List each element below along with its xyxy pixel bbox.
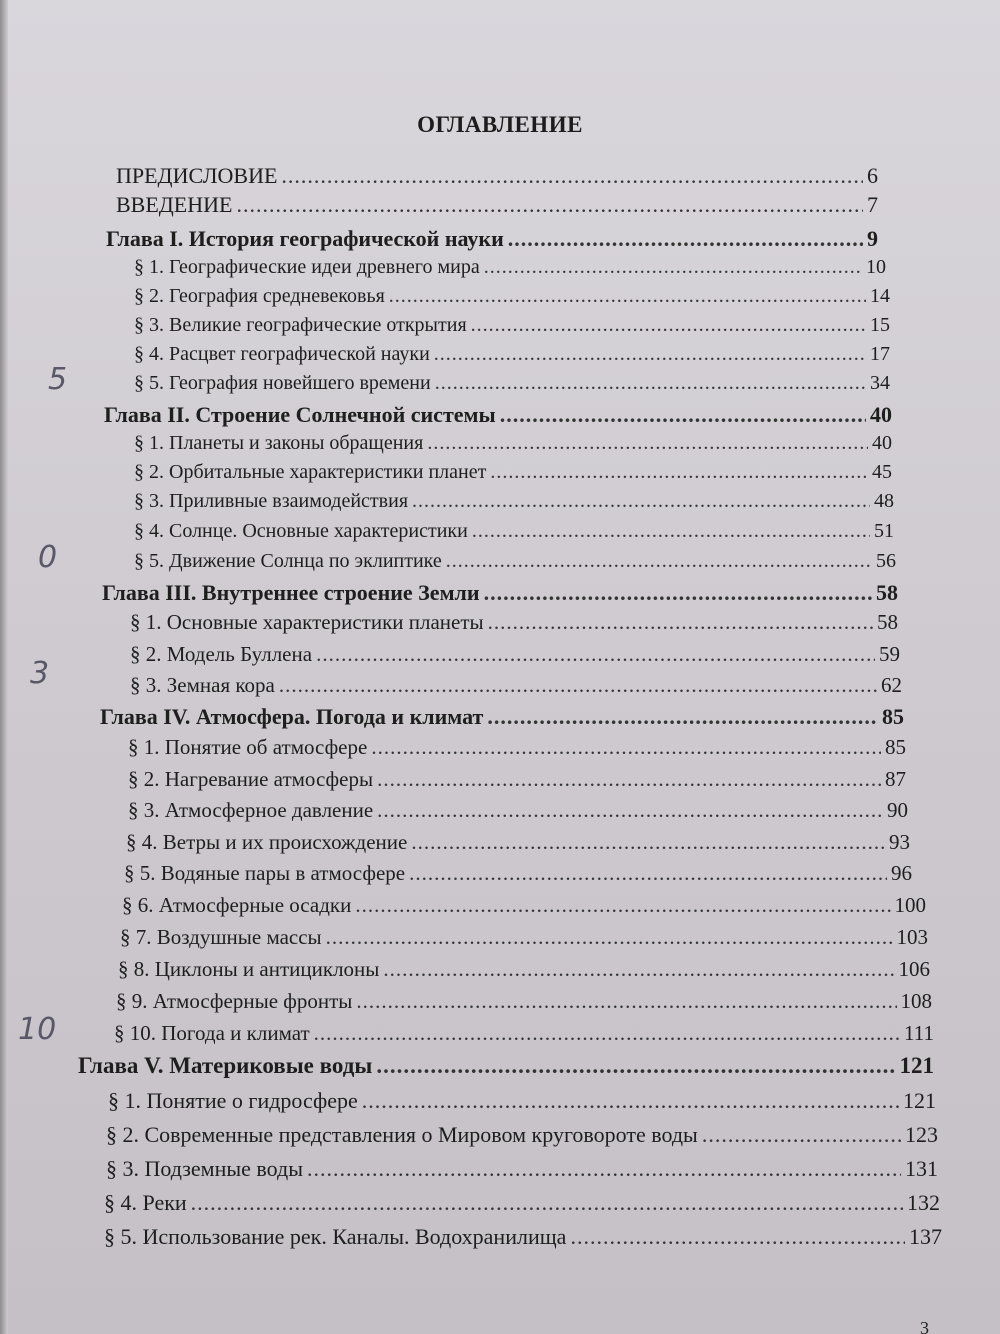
toc-entry-label: Глава V. Материковые воды [78, 1053, 373, 1078]
leader-dots [411, 830, 885, 855]
toc-entry-page: 40 [872, 432, 892, 454]
leader-dots [490, 461, 868, 484]
toc-entry-page: 15 [870, 314, 890, 336]
toc-entry-label: § 2. Нагревание атмосферы [128, 767, 374, 791]
handwritten-note: 3 [30, 656, 50, 691]
toc-chapter-3 [102, 580, 898, 606]
toc-entry-label: Глава I. История географической науки [106, 226, 504, 251]
toc-chapter-2 [104, 402, 892, 428]
toc-section [134, 461, 892, 484]
toc-section [130, 673, 902, 698]
toc-entry-page: 131 [905, 1156, 938, 1181]
toc-section [128, 798, 908, 823]
toc-entry-label: § 5. Движение Солнца по эклиптике [134, 550, 442, 572]
handwritten-note: 0 [38, 540, 58, 575]
leader-dots [356, 989, 896, 1014]
toc-entry-label: § 2. Орбитальные характеристики планет [134, 461, 487, 483]
toc-entry-page: 85 [882, 704, 904, 729]
toc-entry-label: § 10. Погода и климат [114, 1021, 310, 1045]
leader-dots [371, 735, 881, 760]
leader-dots [487, 704, 878, 730]
toc-entry-page: 56 [876, 550, 896, 572]
toc-section [128, 735, 906, 760]
leader-dots [389, 285, 866, 308]
toc-entry-label: § 2. Модель Буллена [130, 642, 313, 666]
toc-section [134, 432, 892, 455]
toc-entry-label: ПРЕДИСЛОВИЕ [116, 163, 278, 188]
leader-dots [427, 432, 868, 455]
toc-entry-label: § 9. Атмосферные фронты [116, 989, 353, 1013]
handwritten-note: 5 [48, 362, 68, 397]
toc-entry-label: Глава IV. Атмосфера. Погода и климат [100, 704, 484, 729]
leader-dots [484, 256, 862, 279]
leader-dots [702, 1122, 901, 1148]
toc-section [134, 550, 896, 573]
toc-entry-label: § 7. Воздушные массы [120, 925, 322, 949]
toc-entry-page: 106 [898, 957, 930, 981]
toc-entry-page: 51 [874, 520, 894, 542]
toc-entry-page: 58 [877, 610, 898, 634]
toc-section [116, 989, 932, 1014]
toc-entry-label: § 1. Понятие о гидросфере [108, 1088, 358, 1113]
leader-dots [362, 1088, 899, 1114]
toc-entry-page: 85 [885, 735, 906, 759]
leader-dots [376, 1053, 895, 1079]
leader-dots [500, 402, 866, 428]
leader-dots [409, 861, 887, 886]
toc-entry-label: § 5. Использование рек. Каналы. Водохранилища [104, 1224, 567, 1249]
toc-entry-label: § 3. Приливные взаимодействия [134, 490, 409, 512]
toc-entry-page: 58 [876, 580, 898, 605]
toc-entry-label: § 2. Современные представления о Мировом круговороте воды [106, 1122, 698, 1147]
toc-chapter-1 [106, 226, 878, 252]
toc-entry-page: 90 [887, 798, 908, 822]
toc-entry-page: 14 [870, 285, 890, 307]
toc-entry-label: § 2. География средневековья [134, 285, 385, 307]
leader-dots [281, 163, 863, 189]
toc-section [128, 767, 906, 792]
toc-entry-page: 132 [907, 1190, 940, 1215]
toc-entry-label: § 4. Расцвет географической науки [134, 343, 430, 365]
page-number: 3 [920, 1318, 929, 1334]
leader-dots [279, 673, 877, 698]
leader-dots [412, 490, 870, 513]
toc-entry-page: 10 [866, 256, 886, 278]
toc-entry-page: 40 [870, 402, 892, 427]
toc-section [130, 642, 900, 667]
toc-entry-label: § 1. Географические идеи древнего мира [134, 256, 480, 278]
toc-entry-label: § 1. Основные характеристики планеты [130, 610, 484, 634]
toc-entry-page: 96 [891, 861, 912, 885]
toc-entry-page: 121 [899, 1053, 934, 1078]
toc-entry-page: 111 [904, 1021, 934, 1045]
toc-entry-page: 6 [867, 163, 878, 188]
toc-section [134, 285, 890, 308]
toc-entry-label: § 3. Земная кора [130, 673, 275, 697]
toc-entry-page: 59 [879, 642, 900, 666]
toc-section [108, 1088, 936, 1114]
toc-entry-page: 121 [903, 1088, 936, 1113]
toc-entry-page: 62 [881, 673, 902, 697]
toc-entry-label: § 4. Солнце. Основные характеристики [134, 520, 468, 542]
leader-dots [377, 798, 883, 823]
toc-entry-label: § 5. Водяные пары в атмосфере [124, 861, 406, 885]
page-edge-shadow [0, 0, 8, 1334]
leader-dots [435, 372, 866, 395]
toc-section [134, 343, 890, 366]
toc-section [134, 314, 890, 337]
toc-entry-label: ВВЕДЕНИЕ [116, 192, 233, 217]
leader-dots [316, 642, 875, 667]
toc-section [104, 1224, 942, 1250]
leader-dots [434, 343, 866, 366]
toc-section [134, 490, 894, 513]
leader-dots [484, 580, 872, 606]
leader-dots [236, 192, 863, 218]
toc-entry-label: § 3. Подземные воды [106, 1156, 303, 1181]
toc-chapter-4 [100, 704, 904, 730]
toc-entry-page: 123 [905, 1122, 938, 1147]
leader-dots [446, 550, 872, 573]
toc-section [126, 830, 910, 855]
toc-section [130, 610, 898, 635]
toc-entry-page: 7 [867, 192, 878, 217]
toc-section [106, 1122, 938, 1148]
toc-entry-page: 108 [900, 989, 932, 1013]
leader-dots [326, 925, 893, 950]
leader-dots [191, 1190, 903, 1216]
toc-entry-label: § 3. Великие географические открытия [134, 314, 467, 336]
toc-entry-page: 48 [874, 490, 894, 512]
toc-section [106, 1156, 938, 1182]
leader-dots [377, 767, 881, 792]
toc-entry-label: § 8. Циклоны и антициклоны [118, 957, 380, 981]
toc-entry-page: 103 [896, 925, 928, 949]
toc-entry-label: § 1. Понятие об атмосфере [128, 735, 368, 759]
toc-entry-page: 34 [870, 372, 890, 394]
toc-section [134, 520, 894, 543]
toc-entry-page: 17 [870, 343, 890, 365]
toc-entry-page: 93 [889, 830, 910, 854]
handwritten-note: 10 [18, 1012, 57, 1047]
leader-dots [570, 1224, 905, 1250]
toc-entry-page: 45 [872, 461, 892, 483]
leader-dots [472, 520, 870, 543]
toc-entry-label: § 6. Атмосферные осадки [122, 893, 352, 917]
toc-section [124, 861, 912, 886]
leader-dots [314, 1021, 900, 1046]
toc-entry-label: § 5. География новейшего времени [134, 372, 431, 394]
toc-section [118, 957, 930, 982]
toc-entry-page: 9 [867, 226, 878, 251]
toc-entry-page: 100 [894, 893, 926, 917]
toc-entry-page: 137 [909, 1224, 942, 1249]
toc-entry-label: § 1. Планеты и законы обращения [134, 432, 424, 454]
leader-dots [355, 893, 890, 918]
toc-chapter-5 [78, 1053, 934, 1079]
toc-entry-label: § 4. Ветры и их происхождение [126, 830, 408, 854]
toc-section [134, 372, 890, 395]
toc-entry-label: § 4. Реки [104, 1190, 187, 1215]
toc-section [122, 893, 926, 918]
toc-section [120, 925, 928, 950]
leader-dots [383, 957, 894, 982]
leader-dots [471, 314, 866, 337]
toc-section [104, 1190, 940, 1216]
toc-section [114, 1021, 934, 1046]
toc-entry-label: § 3. Атмосферное давление [128, 798, 374, 822]
leader-dots [488, 610, 873, 635]
toc-entry-page: 87 [885, 767, 906, 791]
leader-dots [508, 226, 863, 252]
toc-entry-label: Глава II. Строение Солнечной системы [104, 402, 496, 427]
toc-entry-label: Глава III. Внутреннее строение Земли [102, 580, 480, 605]
toc-entry-preface [116, 163, 878, 189]
leader-dots [307, 1156, 901, 1182]
toc-title: ОГЛАВЛЕНИЕ [417, 112, 583, 137]
toc-entry-introduction [116, 192, 878, 218]
toc-section [134, 256, 886, 279]
